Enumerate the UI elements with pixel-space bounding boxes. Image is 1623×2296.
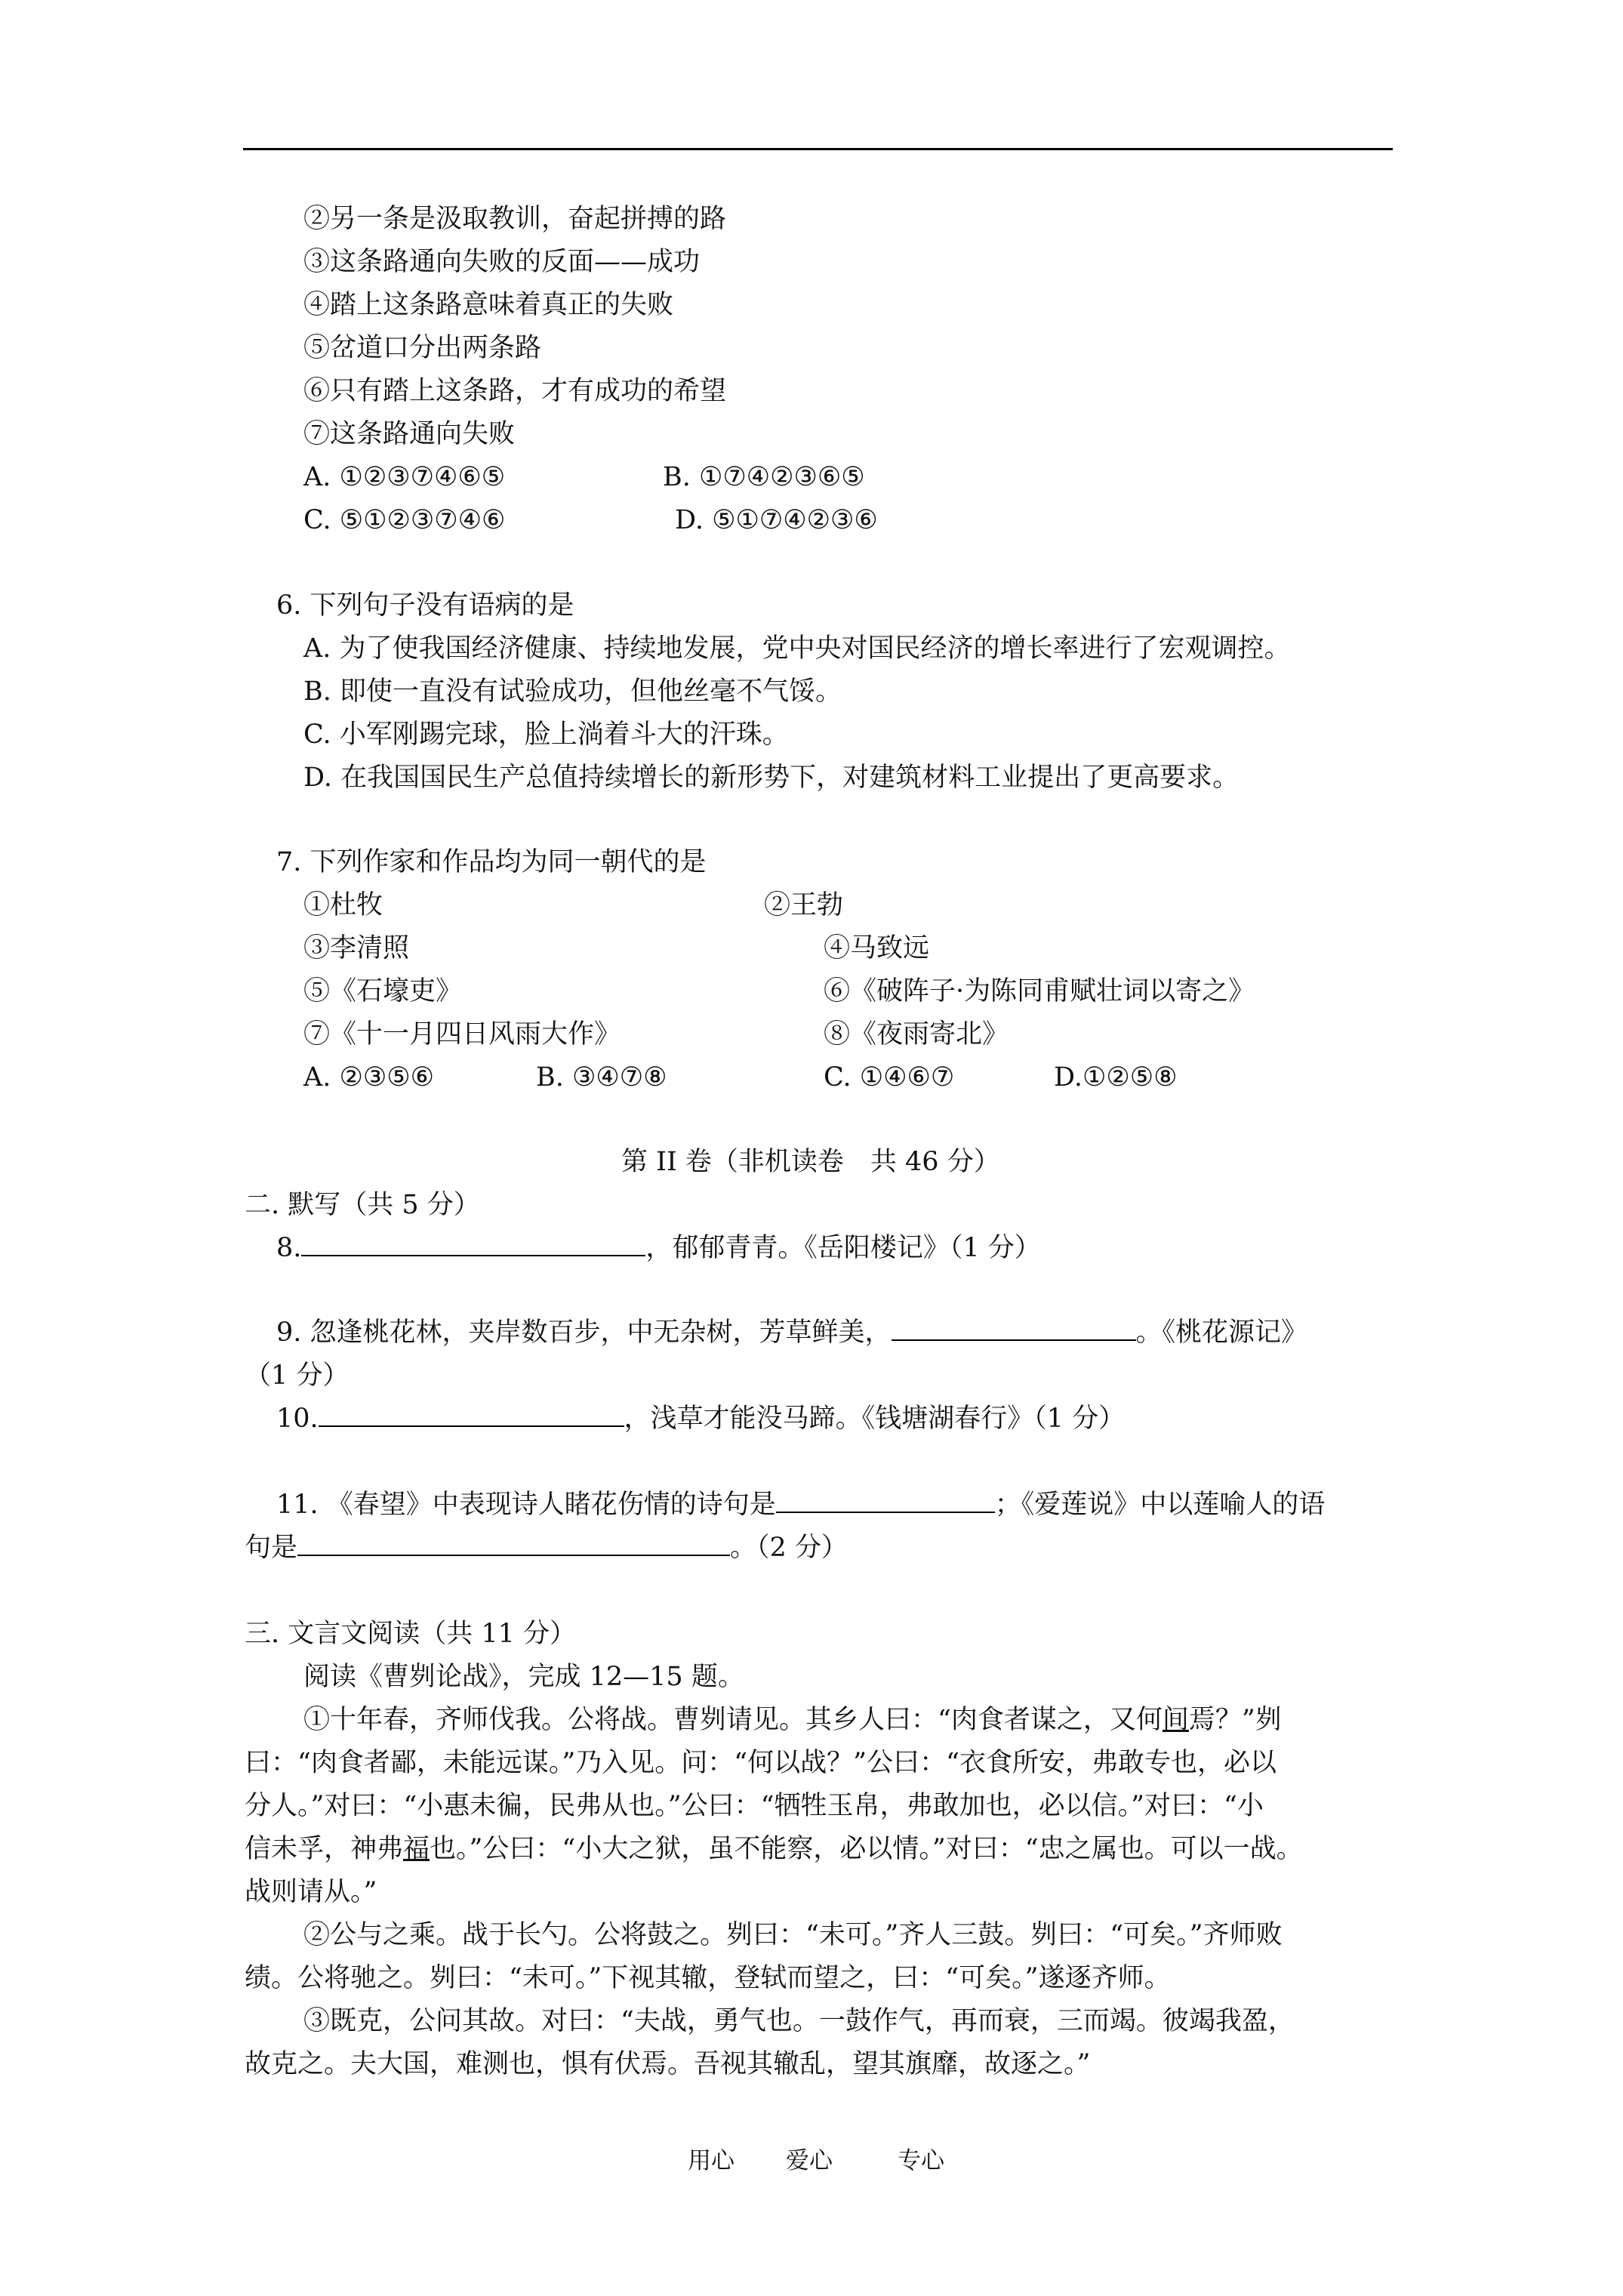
q5-item-2: ②另一条是汲取教训，奋起拼搏的路 bbox=[303, 204, 727, 234]
q8-line bbox=[276, 1232, 1041, 1264]
q6-option-c: C. 小军刚踢完球，脸上淌着斗大的汗珠。 bbox=[303, 720, 789, 750]
passage-p3-line-1: ③既克，公问其故。对曰：“夫战，勇气也。一鼓作气，再而衰，三而竭。彼竭我盈， bbox=[303, 2006, 1295, 2036]
passage-text: 焉？”刿 bbox=[1188, 1705, 1282, 1735]
q7-option-c: C. ①④⑥⑦ bbox=[824, 1062, 955, 1093]
section3-title: 三. 文言文阅读（共 11 分） bbox=[245, 1619, 577, 1649]
section2-title: 二. 默写（共 5 分） bbox=[245, 1190, 480, 1220]
q10-answer-blank[interactable] bbox=[319, 1403, 624, 1427]
q11-answer-blank-2[interactable] bbox=[297, 1532, 730, 1556]
q10-tail: ，浅草才能没马蹄。《钱塘湖春行》（1 分） bbox=[624, 1404, 1126, 1434]
q9-answer-blank[interactable] bbox=[892, 1317, 1136, 1341]
header-rule bbox=[243, 148, 1393, 150]
q11-line-1 bbox=[276, 1489, 1325, 1521]
q11-tail: 。（2 分） bbox=[730, 1533, 848, 1563]
underlined-word: 间 bbox=[1162, 1705, 1189, 1735]
q11-head: 11. 《春望》中表现诗人睹花伤情的诗句是 bbox=[276, 1490, 776, 1520]
q6-option-d: D. 在我国国民生产总值持续增长的新形势下，对建筑材料工业提出了更高要求。 bbox=[303, 763, 1240, 793]
q9-score: （1 分） bbox=[245, 1361, 350, 1391]
q7-item-4: ④马致远 bbox=[824, 933, 930, 963]
q7-option-d: D.①②⑤⑧ bbox=[1054, 1062, 1178, 1093]
passage-p2-line-1: ②公与之乘。战于长勺。公将鼓之。刿曰：“未可。”齐人三鼓。刿曰：“可矣。”齐师败 bbox=[303, 1920, 1283, 1950]
q7-item-1: ①杜牧 bbox=[303, 890, 383, 920]
q5-item-5: ⑤岔道口分出两条路 bbox=[303, 333, 542, 363]
q11-answer-blank-1[interactable] bbox=[776, 1489, 995, 1513]
q7-stem: 7. 下列作家和作品均为同一朝代的是 bbox=[276, 847, 707, 877]
footer-text-2: 爱心 bbox=[786, 2147, 833, 2174]
q9-tail: 。《桃花源记》 bbox=[1135, 1318, 1308, 1348]
q7-item-5: ⑤《石壕吏》 bbox=[303, 976, 463, 1006]
q10-number: 10. bbox=[276, 1404, 319, 1434]
q7-item-7: ⑦《十一月四日风雨大作》 bbox=[303, 1019, 621, 1049]
q11-mid: ；《爱莲说》中以莲喻人的语 bbox=[994, 1490, 1326, 1520]
q11-line-2 bbox=[245, 1532, 848, 1564]
passage-p1-line-5: 战则请从。” bbox=[245, 1877, 377, 1907]
q5-item-6: ⑥只有踏上这条路，才有成功的希望 bbox=[303, 376, 727, 406]
passage-p2-line-2: 绩。公将驰之。刿曰：“未可。”下视其辙，登轼而望之，曰：“可矣。”遂逐齐师。 bbox=[245, 1963, 1171, 1993]
q7-option-b: B. ③④⑦⑧ bbox=[536, 1062, 667, 1093]
q11-line2-head: 句是 bbox=[245, 1533, 298, 1563]
q10-line bbox=[276, 1403, 1125, 1435]
q9-head: 9. 忽逢桃花林，夹岸数百步，中无杂树，芳草鲜美， bbox=[276, 1318, 892, 1348]
passage-text: 信未孚，神弗 bbox=[245, 1834, 404, 1864]
q7-item-6: ⑥《破阵子·为陈同甫赋壮词以寄之》 bbox=[824, 976, 1255, 1006]
q5-option-a: A. ①②③⑦④⑥⑤ bbox=[303, 462, 506, 492]
passage-p1-line-2: 曰：“肉食者鄙，未能远谋。”乃入见。问：“何以战？”公曰：“衣食所安，弗敢专也，必以 bbox=[245, 1748, 1277, 1778]
q8-tail: ，郁郁青青。《岳阳楼记》（1 分） bbox=[645, 1233, 1041, 1263]
q5-option-b: B. ①⑦④②③⑥⑤ bbox=[663, 462, 865, 492]
passage-p1-line-1 bbox=[303, 1704, 1282, 1736]
q8-answer-blank[interactable] bbox=[301, 1232, 645, 1256]
q9-line bbox=[276, 1317, 1307, 1348]
q5-option-d: D. ⑤①⑦④②③⑥ bbox=[675, 505, 878, 535]
q5-item-4: ④踏上这条路意味着真正的失败 bbox=[303, 290, 674, 320]
q7-item-3: ③李清照 bbox=[303, 933, 410, 963]
underlined-word: 福 bbox=[403, 1834, 430, 1864]
passage-p3-line-2: 故克之。夫大国，难测也，惧有伏焉。吾视其辙乱，望其旗靡，故逐之。” bbox=[245, 2049, 1091, 2079]
section3-intro: 阅读《曹刿论战》，完成 12—15 题。 bbox=[303, 1662, 744, 1692]
footer-text-1: 用心 bbox=[688, 2147, 735, 2174]
q5-item-7: ⑦这条路通向失败 bbox=[303, 419, 516, 449]
q7-item-8: ⑧《夜雨寄北》 bbox=[824, 1019, 1009, 1049]
q8-number: 8. bbox=[276, 1233, 302, 1263]
q7-option-a: A. ②③⑤⑥ bbox=[303, 1062, 435, 1093]
footer-text-3: 专心 bbox=[898, 2147, 944, 2174]
part2-title: 第 II 卷（非机读卷 共 46 分） bbox=[621, 1147, 1000, 1177]
q6-stem: 6. 下列句子没有语病的是 bbox=[276, 590, 574, 621]
passage-text: 也。”公曰：“小大之狱，虽不能察，必以情。”对曰：“忠之属也。可以一战。 bbox=[430, 1834, 1303, 1864]
passage-p1-line-4 bbox=[245, 1833, 1303, 1865]
q5-option-c: C. ⑤①②③⑦④⑥ bbox=[303, 505, 506, 535]
q5-item-3: ③这条路通向失败的反面——成功 bbox=[303, 247, 701, 277]
q6-option-a: A. 为了使我国经济健康、持续地发展，党中央对国民经济的增长率进行了宏观调控。 bbox=[303, 633, 1291, 664]
passage-p1-line-3: 分人。”对曰：“小惠未徧，民弗从也。”公曰：“牺牲玉帛，弗敢加也，必以信。”对曰：“小 bbox=[245, 1791, 1264, 1821]
passage-text: ①十年春，齐师伐我。公将战。曹刿请见。其乡人曰：“肉食者谋之，又何 bbox=[303, 1705, 1163, 1735]
q7-item-2: ②王勃 bbox=[764, 890, 844, 920]
q6-option-b: B. 即使一直没有试验成功，但他丝毫不气馁。 bbox=[303, 676, 842, 707]
